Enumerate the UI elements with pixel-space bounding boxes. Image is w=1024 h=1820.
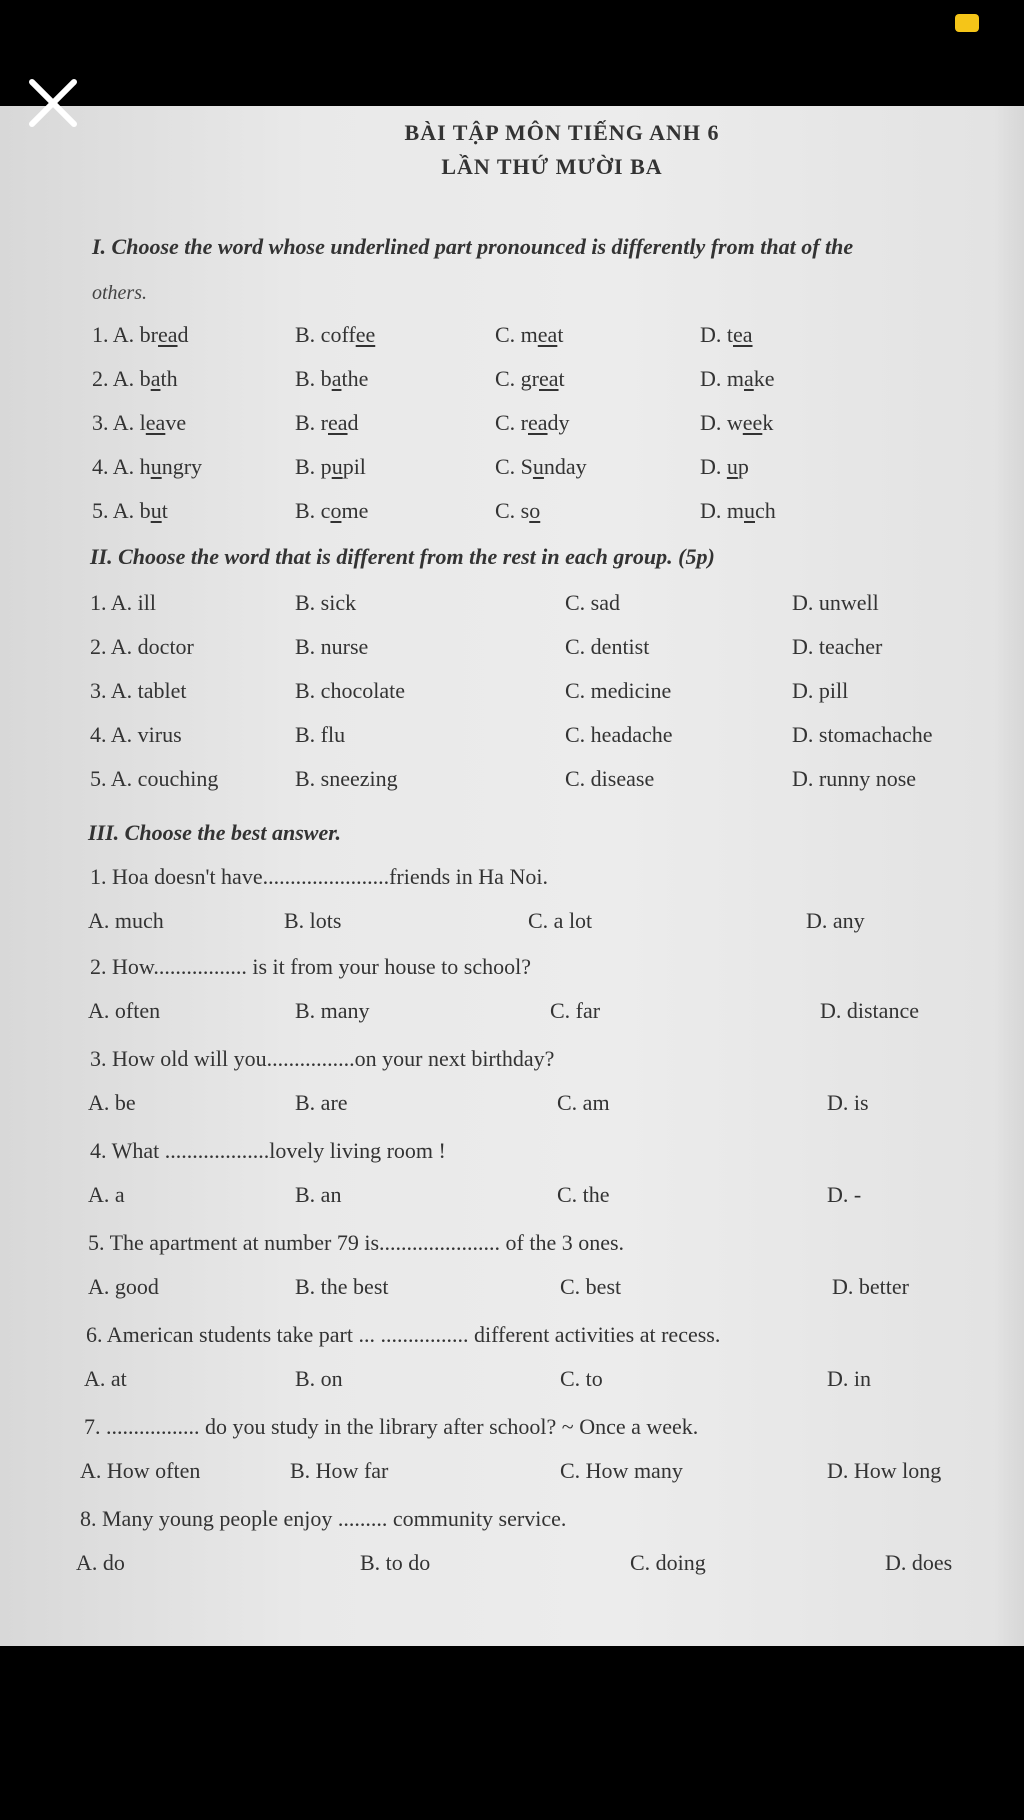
underlined-part: ee: [355, 322, 376, 347]
answer-option: D. distance: [820, 998, 919, 1023]
answer-option: D. does: [885, 1550, 953, 1575]
answer-option: D. unwell: [792, 590, 879, 615]
option-text: t: [557, 322, 564, 347]
answer-option: B. chocolate: [295, 678, 405, 703]
option-text: B. coff: [295, 322, 356, 347]
answer-option: C. headache: [565, 722, 673, 747]
option-text: d: [177, 322, 189, 347]
answer-option: A. do: [76, 1550, 125, 1575]
answer-option: [495, 410, 570, 436]
answer-option: A. How often: [80, 1458, 201, 1483]
option-text: B. r: [295, 410, 328, 435]
section-1-row: [0, 454, 1024, 486]
close-icon[interactable]: [24, 74, 82, 132]
section-2-row: [0, 766, 1024, 798]
option-text: D.: [700, 454, 727, 479]
option-text: C. m: [495, 322, 538, 347]
option-text: B. b: [295, 366, 332, 391]
section-2-row: [0, 722, 1024, 754]
answer-option: D. -: [827, 1182, 862, 1207]
answer-option: B. How far: [290, 1458, 389, 1483]
answer-option: C. far: [550, 998, 601, 1023]
answer-option: B. sneezing: [295, 766, 398, 791]
underlined-part: ea: [145, 410, 166, 435]
underlined-part: ee: [742, 410, 763, 435]
answer-option: D. in: [827, 1366, 871, 1391]
option-text: ch: [755, 498, 776, 523]
answer-option: A. much: [88, 908, 164, 933]
answer-option: B. many: [295, 998, 370, 1023]
answer-option: D. stomachache: [792, 722, 933, 747]
answer-option: [495, 498, 540, 524]
section-1-heading-cont: others.: [92, 282, 147, 304]
option-text: B. p: [295, 454, 332, 479]
answer-option: C. dentist: [565, 634, 650, 659]
underlined-part: ea: [539, 366, 559, 391]
answer-option: 5. A. couching: [90, 766, 219, 791]
answer-option: [92, 322, 189, 348]
option-text: t: [161, 498, 168, 523]
section-3-heading: III. Choose the best answer.: [88, 820, 342, 845]
answer-option: [295, 498, 368, 524]
option-text: ke: [753, 366, 775, 391]
answer-option: 3. A. tablet: [90, 678, 187, 703]
answer-option: B. flu: [295, 722, 346, 747]
options-row: [0, 1274, 1024, 1306]
underlined-part: a: [744, 366, 754, 391]
answer-option: D. pill: [792, 678, 849, 703]
option-text: 5. A. b: [92, 498, 151, 523]
battery-icon: [955, 14, 979, 32]
answer-option: D. runny nose: [792, 766, 917, 791]
answer-option: [92, 498, 168, 524]
question-text: 1. Hoa doesn't have.......................friends in Ha Noi.: [90, 864, 548, 889]
underlined-part: u: [744, 498, 755, 523]
answer-option: C. a lot: [528, 908, 593, 933]
answer-option: [92, 366, 178, 392]
answer-option: B. the best: [295, 1274, 389, 1299]
underlined-part: u: [150, 498, 162, 523]
underlined-part: u: [726, 454, 738, 479]
answer-option: C. am: [557, 1090, 610, 1115]
option-text: B. c: [295, 498, 331, 523]
question-text: 6. American students take part ... ................ different activities at recess.: [86, 1322, 721, 1347]
option-text: D. w: [700, 410, 743, 435]
answer-option: [495, 322, 563, 348]
section-2-row: [0, 590, 1024, 622]
answer-option: [700, 410, 773, 436]
answer-option: A. often: [88, 998, 161, 1023]
question-text: 3. How old will you................on your next birthday?: [90, 1046, 555, 1071]
underlined-part: u: [150, 454, 162, 479]
answer-option: C. sad: [565, 590, 620, 615]
answer-option: B. on: [295, 1366, 343, 1391]
answer-option: [295, 454, 366, 480]
answer-option: B. sick: [295, 590, 357, 615]
answer-option: [700, 498, 776, 524]
option-text: D. m: [700, 366, 744, 391]
answer-option: B. an: [295, 1182, 342, 1207]
option-text: ve: [165, 410, 187, 435]
viewer-top-bar: [0, 0, 1024, 106]
answer-option: B. nurse: [295, 634, 369, 659]
options-row: [0, 998, 1024, 1030]
option-text: ngry: [161, 454, 203, 479]
answer-option: C. the: [557, 1182, 610, 1207]
section-2-row: [0, 678, 1024, 710]
underlined-part: ea: [733, 322, 753, 347]
options-row: [0, 1550, 1024, 1582]
section-1-row: [0, 498, 1024, 530]
answer-option: [495, 366, 565, 392]
option-text: D. t: [700, 322, 733, 347]
answer-option: C. How many: [560, 1458, 683, 1483]
underlined-part: ea: [328, 410, 348, 435]
worksheet-photo: [0, 106, 1024, 1646]
question-text: 5. The apartment at number 79 is...................... of the 3 ones.: [88, 1230, 625, 1255]
options-row: [0, 908, 1024, 940]
answer-option: D. How long: [827, 1458, 942, 1483]
underlined-part: o: [529, 498, 541, 523]
option-text: the: [341, 366, 369, 391]
question-text: 4. What ...................lovely living room !: [90, 1138, 446, 1163]
underlined-part: u: [331, 454, 343, 479]
option-text: th: [160, 366, 178, 391]
underlined-part: ea: [528, 410, 548, 435]
answer-option: [700, 366, 775, 392]
question-text: 8. Many young people enjoy ......... community service.: [80, 1506, 567, 1531]
answer-option: D. teacher: [792, 634, 883, 659]
option-text: C. s: [495, 498, 530, 523]
answer-option: A. be: [88, 1090, 136, 1115]
answer-option: [495, 454, 587, 480]
section-1-row: [0, 366, 1024, 398]
underlined-part: a: [150, 366, 161, 391]
answer-option: C. to: [560, 1366, 603, 1391]
answer-option: A. a: [88, 1182, 125, 1207]
options-row: [0, 1090, 1024, 1122]
underlined-part: ea: [537, 322, 558, 347]
answer-option: D. is: [827, 1090, 869, 1115]
answer-option: [700, 322, 753, 348]
section-1-heading: I. Choose the word whose underlined part pronounced is differently from that of the: [92, 234, 854, 259]
option-text: 2. A. b: [92, 366, 151, 391]
question-text: 7. ................. do you study in the library after school? ~ Once a week.: [84, 1414, 699, 1439]
options-row: [0, 1366, 1024, 1398]
answer-option: C. best: [560, 1274, 622, 1299]
options-row: [0, 1458, 1024, 1490]
answer-option: B. lots: [284, 908, 342, 933]
section-1-row: [0, 322, 1024, 354]
option-text: me: [341, 498, 369, 523]
answer-option: 2. A. doctor: [90, 634, 194, 659]
answer-option: [92, 410, 186, 436]
option-text: dy: [547, 410, 570, 435]
viewer-bottom-bar: [0, 1646, 1024, 1820]
answer-option: C. doing: [630, 1550, 706, 1575]
section-2-heading: II. Choose the word that is different from the rest in each group. (5p): [90, 544, 715, 569]
answer-option: [700, 454, 749, 480]
option-text: D. m: [700, 498, 744, 523]
underlined-part: o: [330, 498, 342, 523]
answer-option: D. any: [806, 908, 865, 933]
answer-option: 1. A. ill: [90, 590, 157, 615]
option-text: d: [347, 410, 359, 435]
answer-option: [295, 366, 368, 392]
answer-option: [295, 322, 375, 348]
option-text: pil: [342, 454, 366, 479]
option-text: 4. A. h: [92, 454, 151, 479]
question-text: 2. How................. is it from your house to school?: [90, 954, 531, 979]
page-title: BÀI TẬP MÔN TIẾNG ANH 6: [404, 120, 720, 145]
options-row: [0, 1182, 1024, 1214]
answer-option: A. at: [84, 1366, 127, 1391]
option-text: nday: [543, 454, 587, 479]
section-2-row: [0, 634, 1024, 666]
answer-option: 4. A. virus: [90, 722, 182, 747]
underlined-part: u: [532, 454, 544, 479]
option-text: 1. A. br: [92, 322, 158, 347]
answer-option: B. are: [295, 1090, 348, 1115]
option-text: C. r: [495, 410, 528, 435]
answer-option: A. good: [88, 1274, 159, 1299]
underlined-part: ea: [158, 322, 178, 347]
answer-option: [92, 454, 202, 480]
option-text: p: [737, 454, 749, 479]
answer-option: [295, 410, 359, 436]
page-subtitle: LẦN THỨ MƯỜI BA: [441, 154, 663, 179]
option-text: t: [558, 366, 565, 391]
answer-option: C. medicine: [565, 678, 672, 703]
option-text: C. gr: [495, 366, 539, 391]
answer-option: B. to do: [360, 1550, 431, 1575]
underlined-part: a: [331, 366, 342, 391]
option-text: 3. A. l: [92, 410, 146, 435]
section-1-row: [0, 410, 1024, 442]
answer-option: D. better: [832, 1274, 909, 1299]
option-text: C. S: [495, 454, 533, 479]
option-text: k: [762, 410, 774, 435]
answer-option: C. disease: [565, 766, 655, 791]
